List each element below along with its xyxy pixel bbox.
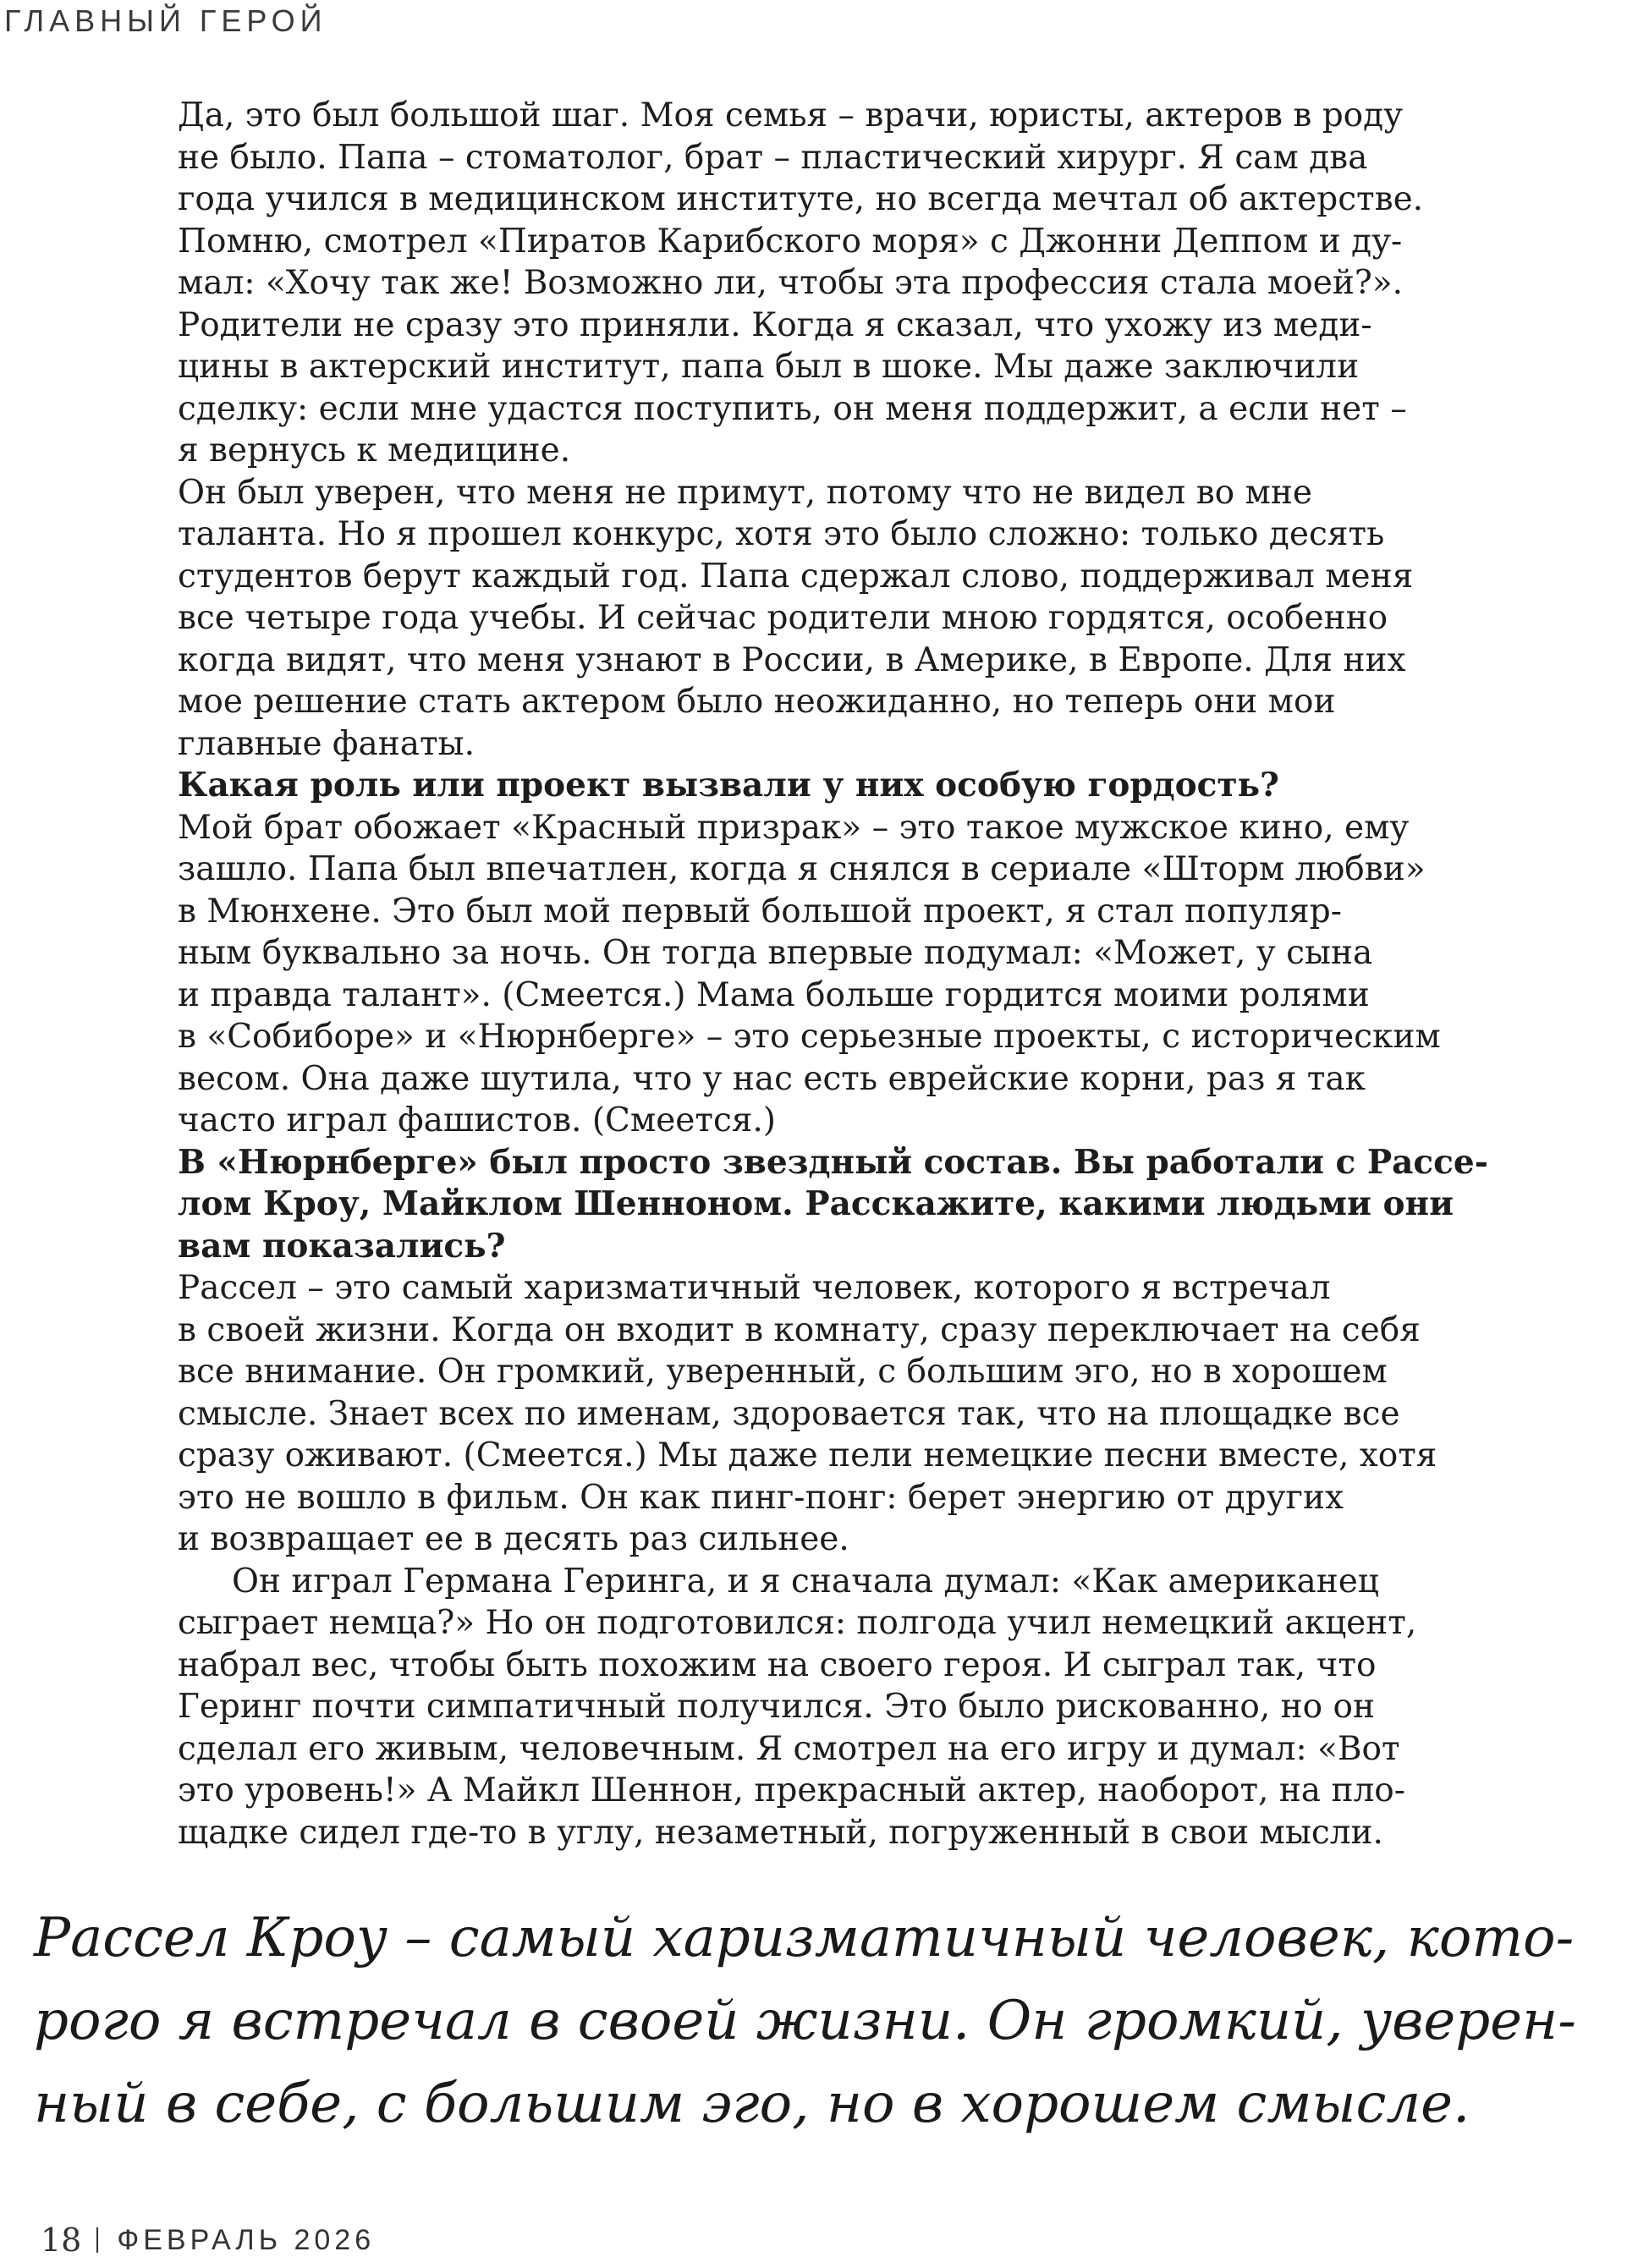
text-line: в Мюнхене. Это был мой первый большой проект, я стал популяр- <box>178 892 1342 931</box>
text-line: Мой брат обожает «Красный призрак» – это такое мужское кино, ему <box>178 808 1410 847</box>
article-body <box>178 95 1498 1853</box>
issue-date: ФЕВРАЛЬ 2026 <box>117 2223 376 2256</box>
text-line: сразу оживают. (Смеется.) Мы даже пели немецкие песни вместе, хотя <box>178 1436 1437 1474</box>
text-line: набрал вес, чтобы быть похожим на своего героя. И сыграл так, что <box>178 1645 1377 1684</box>
pull-quote-line: ный в себе, с большим эго, но в хорошем смысле. <box>34 2073 1470 2135</box>
text-line: щадке сидел где-то в углу, незаметный, погруженный в свои мысли. <box>178 1813 1383 1852</box>
text-line: мал: «Хочу так же! Возможно ли, чтобы эта профессия стала моей?». <box>178 264 1403 302</box>
text-line: Родители не сразу это приняли. Когда я сказал, что ухожу из меди- <box>178 305 1372 344</box>
text-line: Да, это был большой шаг. Моя семья – врачи, юристы, актеров в роду <box>178 96 1404 135</box>
text-line: часто играл фашистов. (Смеется.) <box>178 1101 777 1139</box>
text-line: смысле. Знает всех по именам, здоровается так, что на площадке все <box>178 1394 1400 1433</box>
pull-quote <box>34 1897 1624 2145</box>
page-number: 18 <box>41 2221 82 2259</box>
text-line: и правда талант». (Смеется.) Мама больше гордится моими ролями <box>178 975 1370 1014</box>
text-line: в своей жизни. Когда он входит в комнату, сразу переключает на себя <box>178 1310 1421 1349</box>
text-line: Он играл Германа Геринга, и я сначала думал: «Как американец <box>232 1562 1379 1601</box>
text-line: года учился в медицинском институте, но всегда мечтал об актерстве. <box>178 180 1424 218</box>
text-line: я вернусь к медицине. <box>178 431 571 470</box>
question-line: лом Кроу, Майклом Шенноном. Расскажите, какими людьми они <box>178 1184 1454 1223</box>
text-line: все внимание. Он громкий, уверенный, с большим эго, но в хорошем <box>178 1353 1388 1391</box>
question-line: В «Нюрнберге» был просто звездный состав. Вы работали с Рассе- <box>178 1142 1488 1182</box>
text-line: сделку: если мне удастся поступить, он меня поддержит, а если нет – <box>178 389 1407 428</box>
pull-quote-line: рого я встречал в своей жизни. Он громкий, уверен- <box>34 1990 1576 2052</box>
text-line: в «Собиборе» и «Нюрнберге» – это серьезные проекты, с историческим <box>178 1018 1441 1056</box>
text-line: Он был уверен, что меня не примут, потому что не видел во мне <box>178 473 1312 512</box>
text-line: мое решение стать актером было неожиданно, но теперь они мои <box>178 683 1336 721</box>
question-line: вам показались? <box>178 1226 506 1266</box>
page-footer <box>41 2221 375 2259</box>
footer-divider <box>96 2227 98 2253</box>
text-line: весом. Она даже шутила, что у нас есть еврейские корни, раз я так <box>178 1059 1366 1098</box>
text-line: сыграет немца?» Но он подготовился: полгода учил немецкий акцент, <box>178 1604 1417 1642</box>
text-line: ным буквально за ночь. Он тогда впервые подумал: «Может, у сына <box>178 934 1373 972</box>
text-line: сделал его живым, человечным. Я смотрел на его игру и думал: «Вот <box>178 1729 1400 1768</box>
text-line: это не вошло в фильм. Он как пинг-понг: берет энергию от других <box>178 1478 1344 1517</box>
text-line: Помню, смотрел «Пиратов Карибского моря» с Джонни Деппом и ду- <box>178 222 1403 261</box>
text-line: не было. Папа – стоматолог, брат – пластический хирург. Я сам два <box>178 138 1368 177</box>
section-header: ГЛАВНЫЙ ГЕРОЙ <box>4 3 327 38</box>
text-line: это уровень!» А Майкл Шеннон, прекрасный актер, наоборот, на пло- <box>178 1771 1405 1809</box>
text-line: и возвращает ее в десять раз сильнее. <box>178 1520 849 1558</box>
pull-quote-line: Рассел Кроу – самый харизматичный человек, кото- <box>34 1907 1575 1969</box>
text-line: Геринг почти симпатичный получился. Это было рискованно, но он <box>178 1688 1376 1726</box>
question-line: Какая роль или проект вызвали у них особую гордость? <box>178 766 1279 805</box>
text-line: зашло. Папа был впечатлен, когда я снялся в сериале «Шторм любви» <box>178 850 1426 888</box>
text-line: когда видят, что меня узнают в России, в Америке, в Европе. Для них <box>178 640 1406 679</box>
text-line: Рассел – это самый харизматичный человек, которого я встречал <box>178 1269 1331 1307</box>
text-line: главные фанаты. <box>178 724 475 763</box>
text-line: таланта. Но я прошел конкурс, хотя это было сложно: только десять <box>178 515 1385 553</box>
text-line: студентов берут каждый год. Папа сдержал слово, поддерживал меня <box>178 557 1414 596</box>
text-line: цины в актерский институт, папа был в шоке. Мы даже заключили <box>178 348 1360 386</box>
text-line: все четыре года учебы. И сейчас родители мною гордятся, особенно <box>178 599 1388 637</box>
